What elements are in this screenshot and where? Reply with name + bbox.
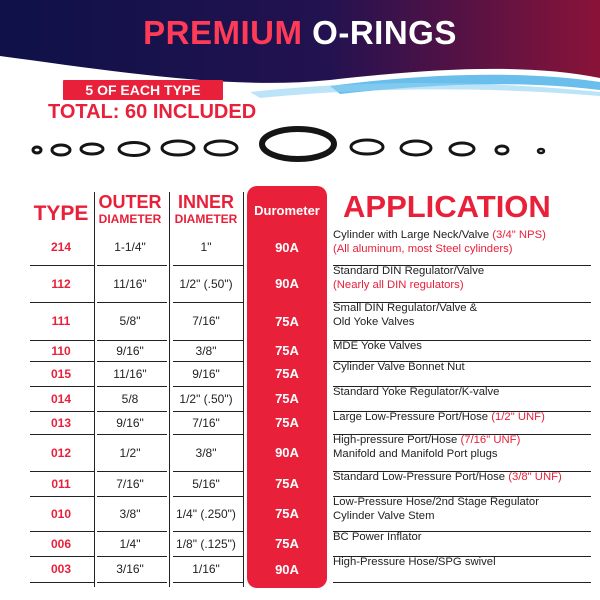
row-type: 006 [50, 536, 72, 551]
application-line [333, 471, 562, 485]
row-outer-diameter: 9/16" [116, 415, 144, 430]
application-text: Old Yoke Valves [333, 315, 415, 328]
header-durometer: Durometer [254, 203, 320, 218]
application-text: Cylinder Valve Stem [333, 509, 435, 522]
row-inner-diameter: 3/8" [195, 343, 217, 358]
page-title [0, 14, 600, 52]
row-application [333, 229, 591, 265]
row-outer-diameter: 9/16" [116, 343, 144, 358]
total-included: TOTAL: 60 INCLUDED [48, 101, 257, 123]
application-line [333, 556, 496, 570]
row-type: 003 [50, 562, 72, 576]
row-type: 013 [50, 415, 72, 430]
row-divider [173, 582, 243, 583]
header-outer: OUTER [98, 192, 162, 212]
row-inner-diameter: 5/16" [192, 476, 220, 491]
row-application [333, 496, 591, 531]
row-outer-diameter: 1/4" [119, 536, 141, 551]
application-text: Cylinder with Large Neck/Valve [333, 229, 493, 241]
row-inner-diameter: 7/16" [192, 314, 220, 328]
row-application [333, 302, 591, 340]
row-inner-diameter: 1/16" [192, 562, 220, 576]
row-durometer: 90A [275, 239, 299, 255]
application-line [333, 340, 422, 354]
row-durometer: 75A [275, 343, 299, 358]
row-durometer: 75A [275, 476, 299, 491]
row-application [333, 471, 591, 496]
row-application [333, 411, 591, 434]
application-text: Cylinder Valve Bonnet Nut [333, 361, 465, 373]
column-divider [243, 192, 244, 587]
application-line [333, 386, 499, 400]
application-text: Standard DIN Regulator/Valve [333, 265, 485, 277]
title-accent: PREMIUM [143, 14, 303, 51]
row-application [333, 340, 591, 361]
row-inner-diameter: 1/8" (.125") [176, 536, 236, 551]
application-line [333, 448, 498, 462]
application-text: High-pressure Port/Hose [333, 434, 461, 446]
application-note: (All aluminum, most Steel cylinders) [333, 242, 513, 255]
application-note: (3/4" NPS) [492, 229, 546, 241]
application-line [333, 265, 484, 279]
application-line [333, 411, 545, 425]
application-text: Large Low-Pressure Port/Hose [333, 411, 492, 423]
row-type: 111 [51, 314, 71, 328]
header-application: APPLICATION [343, 189, 551, 224]
application-text: High-Pressure Hose/SPG swivel [333, 556, 496, 568]
application-note: (3/8" UNF) [508, 471, 562, 483]
row-application [333, 386, 591, 411]
row-application [333, 531, 591, 556]
row-durometer: 90A [275, 445, 299, 460]
application-text: Manifold and Manifold Port plugs [333, 447, 498, 460]
application-text: BC Power Inflator [333, 531, 422, 543]
row-application [333, 265, 591, 302]
row-type: 112 [51, 276, 71, 291]
row-durometer: 75A [275, 391, 299, 406]
row-durometer: 90A [275, 561, 299, 577]
o-ring [262, 129, 334, 159]
row-outer-diameter: 3/16" [116, 562, 144, 576]
row-application [333, 556, 591, 582]
row-divider [97, 582, 167, 583]
row-inner-diameter: 3/8" [195, 445, 217, 460]
header-inner-sub: DIAMETER [174, 212, 238, 226]
row-type: 214 [50, 240, 72, 254]
row-durometer: 75A [275, 506, 299, 521]
application-line [333, 316, 414, 330]
row-inner-diameter: 1/2" (.50") [179, 391, 233, 406]
application-line [333, 229, 546, 243]
title-main: O-RINGS [312, 14, 457, 51]
row-type: 011 [51, 476, 71, 491]
row-outer-diameter: 5/8" [119, 314, 141, 328]
application-text: Low-Pressure Hose/2nd Stage Regulator [333, 496, 539, 508]
o-ring [81, 144, 103, 154]
row-durometer: 75A [275, 415, 299, 430]
application-note: (Nearly all DIN regulators) [333, 278, 464, 291]
row-type: 015 [50, 366, 72, 381]
application-line [333, 279, 464, 293]
row-inner-diameter: 1" [200, 240, 212, 254]
column-divider [94, 192, 95, 587]
application-line [333, 361, 465, 375]
row-divider [30, 582, 94, 583]
row-inner-diameter: 1/4" (.250") [176, 506, 236, 521]
header-outer-sub: DIAMETER [98, 212, 162, 226]
application-line [333, 243, 513, 257]
row-durometer: 75A [275, 536, 299, 551]
o-ring [205, 141, 237, 155]
row-inner-diameter: 7/16" [192, 415, 220, 430]
row-outer-diameter: 1/2" [119, 445, 141, 460]
quantity-badge: 5 OF EACH TYPE [63, 80, 223, 100]
header-inner: INNER [177, 192, 234, 212]
o-ring [33, 147, 41, 153]
row-durometer: 90A [275, 276, 299, 291]
row-divider [333, 582, 591, 583]
header-type: TYPE [33, 202, 89, 225]
application-text: Small DIN Regulator/Valve & [333, 302, 478, 314]
row-type: 012 [50, 445, 72, 460]
row-outer-diameter: 3/8" [119, 506, 141, 521]
row-inner-diameter: 9/16" [192, 366, 220, 381]
application-text: MDE Yoke Valves [333, 340, 422, 352]
row-application [333, 434, 591, 471]
o-ring [538, 149, 544, 153]
o-ring [119, 143, 149, 156]
column-divider [169, 192, 170, 587]
o-ring [401, 141, 431, 155]
row-outer-diameter: 11/16" [113, 366, 147, 381]
application-text: Standard Yoke Regulator/K-valve [333, 386, 500, 398]
application-line [333, 302, 477, 316]
row-type: 110 [51, 343, 71, 358]
row-inner-diameter: 1/2" (.50") [179, 276, 233, 291]
row-type: 014 [50, 391, 72, 406]
application-text: Standard Low-Pressure Port/Hose [333, 471, 509, 483]
o-ring [496, 146, 508, 154]
row-outer-diameter: 11/16" [113, 276, 147, 291]
application-line [333, 510, 435, 524]
row-type: 010 [50, 506, 72, 521]
application-line [333, 531, 422, 545]
o-ring [450, 143, 474, 155]
row-durometer: 75A [275, 313, 299, 329]
row-outer-diameter: 5/8 [121, 391, 139, 406]
application-note: (1/2" UNF) [491, 411, 545, 423]
o-ring [52, 145, 70, 155]
row-durometer: 75A [275, 366, 299, 381]
row-outer-diameter: 7/16" [116, 476, 144, 491]
application-line [333, 496, 539, 510]
o-ring [162, 141, 194, 155]
row-outer-diameter: 1-1/4" [114, 240, 146, 254]
o-ring-lineup-image [0, 122, 600, 184]
o-ring [351, 140, 383, 154]
row-application [333, 361, 591, 386]
application-line [333, 434, 520, 448]
application-note: (7/16" UNF) [460, 434, 521, 446]
